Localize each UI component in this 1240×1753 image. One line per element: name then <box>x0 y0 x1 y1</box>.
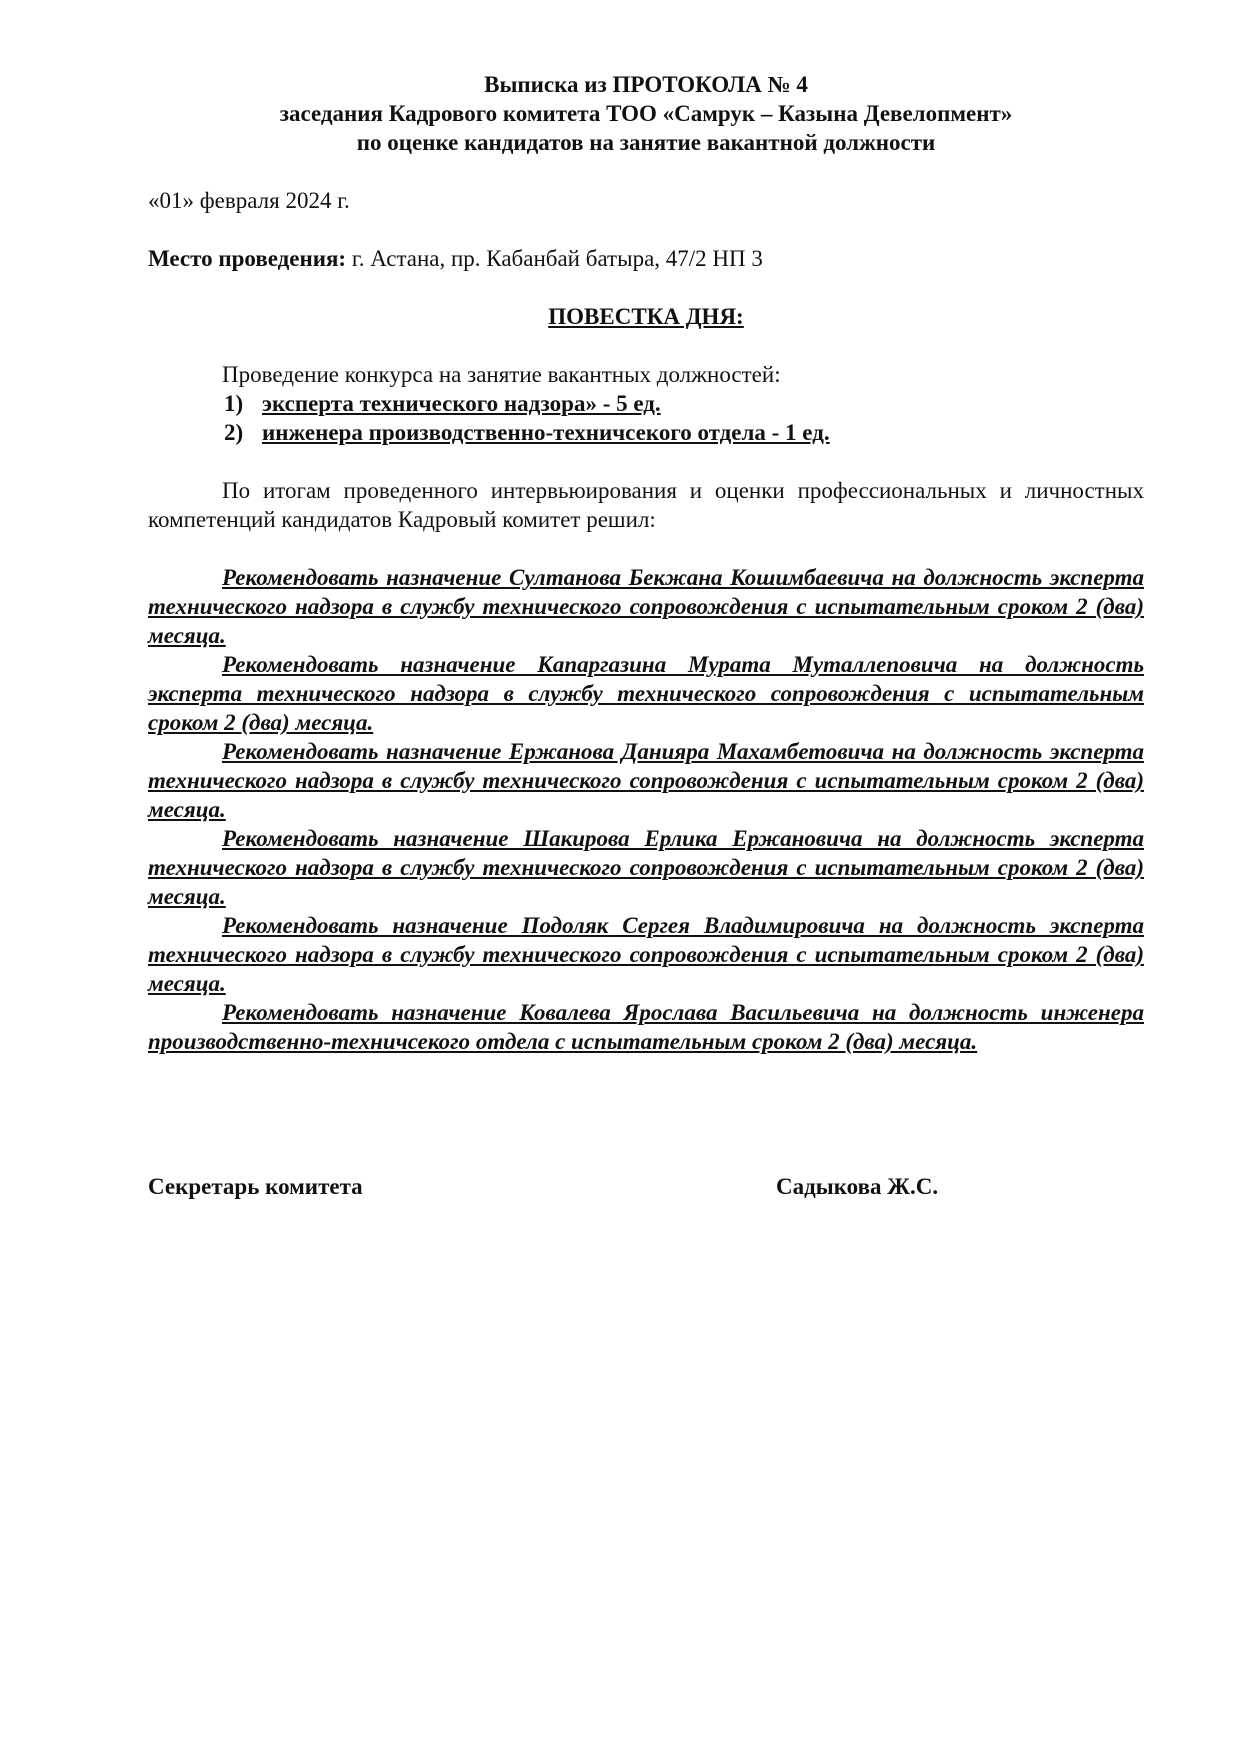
decision-item: Рекомендовать назначение Султанова Бекжана Кошимбаевича на должность эксперта технического надзора в службу технического сопровождения с испытательным сроком 2 (два) месяца. <box>148 565 1144 648</box>
decision-item: Рекомендовать назначение Ковалева Ярослава Васильевича на должность инженера производственно-техничсекого отдела с испытательным сроком 2 (два) месяца. <box>148 1000 1144 1054</box>
decision-item: Рекомендовать назначение Капаргазина Мурата Муталлеповича на должность эксперта технического надзора в службу технического сопровождения с испытательным сроком 2 (два) месяца. <box>148 652 1144 735</box>
agenda-item-text: эксперта технического надзора» - 5 ед. <box>262 391 661 416</box>
agenda-heading-text: ПОВЕСТКА ДНЯ: <box>548 304 744 329</box>
agenda-item-number: 1) <box>224 391 244 416</box>
decisions-list <box>148 563 1144 1056</box>
decision-item: Рекомендовать назначение Подоляк Сергея Владимировича на должность эксперта технического надзора в службу технического сопровождения с испытательным сроком 2 (два) месяца. <box>148 913 1144 996</box>
agenda-item <box>148 389 1144 418</box>
agenda-list <box>148 389 1144 447</box>
agenda-item-number: 2) <box>224 420 244 445</box>
place-label: Место проведения: <box>148 246 347 271</box>
document-body <box>148 70 1144 1056</box>
title-line-3: по оценке кандидатов на занятие вакантной должности <box>356 130 936 155</box>
place-value: г. Астана, пр. Кабанбай батыра, 47/2 НП 3 <box>351 246 763 271</box>
decision-item: Рекомендовать назначение Шакирова Ерлика Ержановича на должность эксперта технического надзора в службу технического сопровождения с испытательным сроком 2 (два) месяца. <box>148 826 1144 909</box>
decision-item: Рекомендовать назначение Ержанова Данияра Махамбетовича на должность эксперта технического надзора в службу технического сопровождения с испытательным сроком 2 (два) месяца. <box>148 739 1144 822</box>
title-line-1: Выписка из ПРОТОКОЛА № 4 <box>484 72 808 97</box>
agenda-item-text: инженера производственно-техничсекого отдела - 1 ед. <box>262 420 830 445</box>
signature-name: Садыкова Ж.С. <box>776 1174 939 1199</box>
title-line-2: заседания Кадрового комитета ТОО «Самрук – Казына Девелопмент» <box>279 101 1013 126</box>
agenda-item <box>148 418 1144 447</box>
document-title <box>148 70 1144 157</box>
results-paragraph: По итогам проведенного интервьюирования и оценки профессиональных и личностных компетенций кандидатов Кадровый комитет решил: <box>148 478 1144 532</box>
agenda-heading <box>148 302 1144 331</box>
meeting-date: «01» февраля 2024 г. <box>148 188 350 213</box>
agenda-intro: Проведение конкурса на занятие вакантных должностей: <box>222 362 781 387</box>
meeting-place <box>148 244 1144 273</box>
signature-role: Секретарь комитета <box>148 1174 363 1199</box>
